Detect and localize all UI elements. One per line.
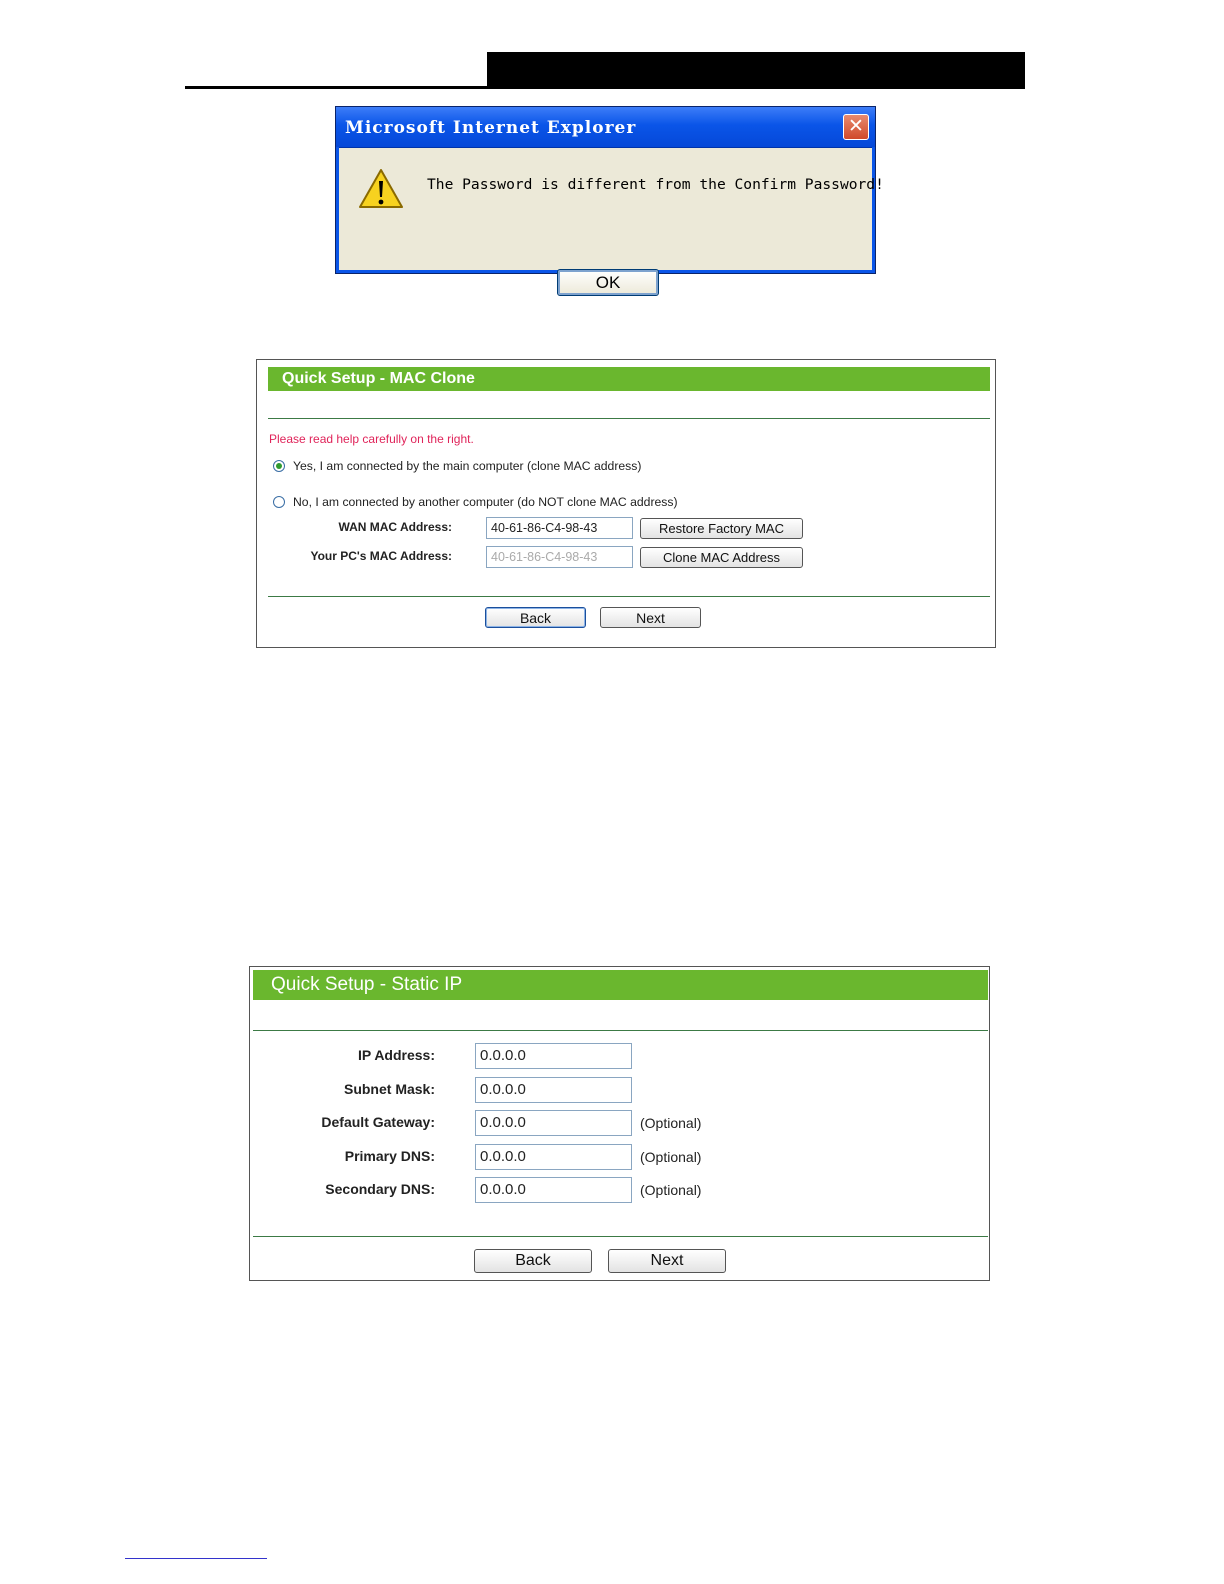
warning-icon <box>358 168 404 210</box>
default-gateway-optional-note: (Optional) <box>640 1115 702 1131</box>
help-text: Please read help carefully on the right. <box>269 432 474 446</box>
secondary-dns-label: Secondary DNS: <box>325 1181 435 1197</box>
top-divider <box>268 418 990 419</box>
dialog-message: The Password is different from the Confirm Password! <box>427 176 884 193</box>
header-block <box>487 52 1025 89</box>
restore-factory-mac-button[interactable]: Restore Factory MAC <box>640 518 803 539</box>
primary-dns-label: Primary DNS: <box>344 1148 435 1164</box>
secondary-dns-input[interactable]: 0.0.0.0 <box>475 1177 632 1203</box>
pc-mac-input: 40-61-86-C4-98-43 <box>486 546 633 568</box>
primary-dns-input[interactable]: 0.0.0.0 <box>475 1144 632 1170</box>
primary-dns-optional-note: (Optional) <box>640 1149 702 1165</box>
default-gateway-input[interactable]: 0.0.0.0 <box>475 1110 632 1136</box>
alert-dialog <box>335 106 884 292</box>
ok-button[interactable]: OK <box>557 269 659 296</box>
bottom-divider <box>268 596 990 597</box>
radio-clone-no[interactable] <box>273 495 678 509</box>
ip-address-label: IP Address: <box>357 1047 435 1063</box>
close-icon[interactable]: ✕ <box>843 114 869 140</box>
bottom-divider <box>253 1236 988 1237</box>
mac-clone-title: Quick Setup - MAC Clone <box>268 367 990 391</box>
footer-link-rule <box>125 1558 267 1559</box>
mac-clone-panel <box>256 359 996 648</box>
next-button[interactable]: Next <box>608 1249 726 1273</box>
next-button[interactable]: Next <box>600 607 701 628</box>
pc-mac-label: Your PC's MAC Address: <box>310 549 452 563</box>
ip-address-input[interactable]: 0.0.0.0 <box>475 1043 632 1069</box>
static-ip-title: Quick Setup - Static IP <box>253 970 988 1000</box>
wan-mac-input[interactable]: 40-61-86-C4-98-43 <box>486 517 633 539</box>
clone-mac-address-button[interactable]: Clone MAC Address <box>640 547 803 568</box>
secondary-dns-optional-note: (Optional) <box>640 1182 702 1198</box>
dialog-titlebar[interactable] <box>336 107 875 148</box>
radio-label-no: No, I am connected by another computer (do NOT clone MAC address) <box>293 495 678 509</box>
back-button[interactable]: Back <box>474 1249 592 1273</box>
top-divider <box>253 1030 988 1031</box>
radio-button-selected[interactable] <box>273 460 285 472</box>
default-gateway-label: Default Gateway: <box>321 1114 435 1130</box>
dialog-body <box>339 148 884 292</box>
dialog-frame-right <box>872 147 875 273</box>
back-button[interactable]: Back <box>485 607 586 628</box>
radio-clone-yes[interactable] <box>273 459 641 473</box>
subnet-mask-label: Subnet Mask: <box>343 1081 435 1097</box>
radio-label-yes: Yes, I am connected by the main computer (clone MAC address) <box>293 459 642 473</box>
static-ip-panel <box>249 966 990 1281</box>
subnet-mask-input[interactable]: 0.0.0.0 <box>475 1077 632 1103</box>
radio-button-unselected[interactable] <box>273 496 285 508</box>
wan-mac-label: WAN MAC Address: <box>338 520 452 534</box>
dialog-title: Microsoft Internet Explorer <box>345 118 637 138</box>
